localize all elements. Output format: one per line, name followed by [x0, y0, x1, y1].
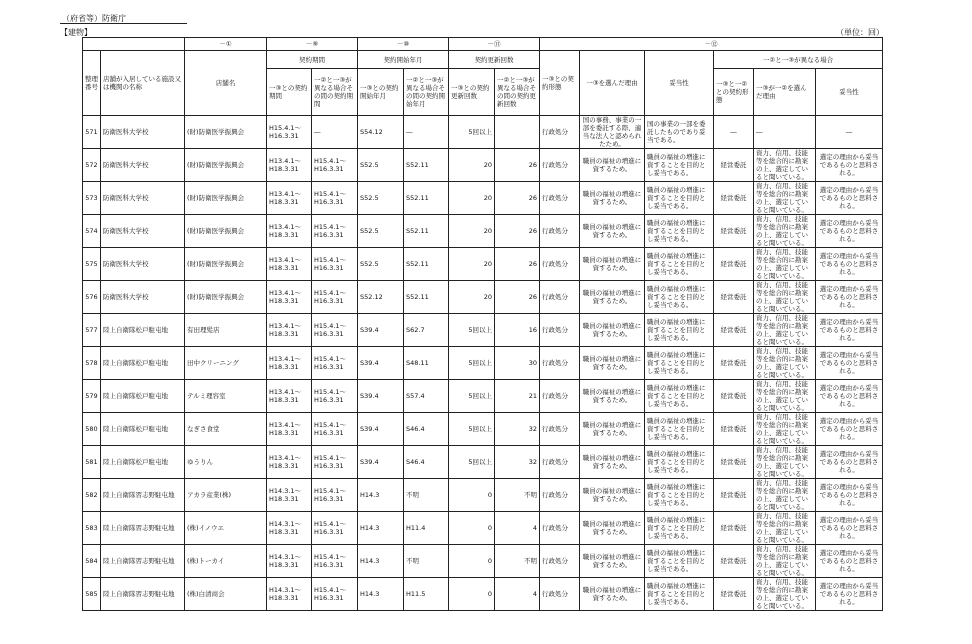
start-diff-cell: S52.11: [404, 215, 449, 248]
form-cell: 行政処分: [540, 116, 580, 149]
table-row: [83, 116, 883, 149]
appropriate2-cell: 選定の理由から妥当であるものと思料される。: [816, 347, 883, 380]
renew-diff-cell: 16: [495, 314, 540, 347]
shop-name-header: 店舗名: [185, 51, 267, 116]
reason-cell: 職員の福祉の増進に資するため。: [580, 479, 645, 512]
renew-diff-cell: 26: [495, 149, 540, 182]
table-row: [83, 248, 883, 281]
reason-cell: 職員の福祉の増進に資するため。: [580, 545, 645, 578]
appropriate-cell: 職員の福祉の増進に資することを目的とし妥当である。: [645, 446, 714, 479]
shop-name-cell: 有田理髪店: [185, 314, 267, 347]
period-cell: H13.4.1～ H18.3.31: [267, 446, 312, 479]
period-diff-cell: H15.4.1～ H16.3.31: [312, 512, 358, 545]
start-diff-cell: S57.4: [404, 380, 449, 413]
appropriate2-cell: 選定の理由から妥当であるものと思料される。: [816, 512, 883, 545]
renew-cell: 0: [449, 512, 495, 545]
renew-cell: 5回以上: [449, 413, 495, 446]
renew-cell: 0: [449, 545, 495, 578]
form-cell: 行政処分: [540, 479, 580, 512]
period-diff-cell: H15.4.1～ H16.3.31: [312, 314, 358, 347]
appropriate-cell: 職員の福祉の増進に資することを目的とし妥当である。: [645, 314, 714, 347]
row-no-cell: 581: [83, 446, 101, 479]
start-cell: H14.3: [358, 512, 404, 545]
table-row: [83, 446, 883, 479]
period-cell: H13.4.1～ H18.3.31: [267, 314, 312, 347]
start-cell: S39.4: [358, 446, 404, 479]
start-diff-cell: 不明: [404, 545, 449, 578]
appropriate2-cell: 選定の理由から妥当であるものと思料される。: [816, 281, 883, 314]
header-row-2: [83, 51, 883, 69]
row-no-cell: 578: [83, 347, 101, 380]
start-diff-cell: S46.4: [404, 446, 449, 479]
row-no-cell: 571: [83, 116, 101, 149]
appropriate-cell: 職員の福祉の増進に資することを目的とし妥当である。: [645, 479, 714, 512]
appropriate-cell: 職員の福祉の増進に資することを目的とし妥当である。: [645, 578, 714, 611]
renew-cell: 5回以上: [449, 314, 495, 347]
appropriate2-cell: 選定の理由から妥当であるものと思料される。: [816, 182, 883, 215]
renew-diff-cell: 21: [495, 380, 540, 413]
start-diff-cell: H11.5: [404, 578, 449, 611]
form2-cell: 経営委託: [714, 281, 754, 314]
appropriate-cell: 職員の福祉の増進に資することを目的とし妥当である。: [645, 380, 714, 413]
reason2-cell: 資力、信用、技能等を総合的に勘案の上、選定していると聞いている。: [754, 347, 816, 380]
form-cell: 行政処分: [540, 413, 580, 446]
col11-header: －⑪: [449, 38, 540, 51]
start-cell: S52.12: [358, 281, 404, 314]
period-diff-cell: H15.4.1～ H16.3.31: [312, 413, 358, 446]
renew-diff-cell: 26: [495, 248, 540, 281]
start-cell: S39.4: [358, 413, 404, 446]
renew-cell: 5回以上: [449, 347, 495, 380]
period-diff-cell: H15.4.1～ H16.3.31: [312, 479, 358, 512]
form-cell: 行政処分: [540, 446, 580, 479]
form2-cell: 経営委託: [714, 380, 754, 413]
reason2-cell: 資力、信用、技能等を総合的に勘案の上、選定していると聞いている。: [754, 413, 816, 446]
form2-cell: 経営委託: [714, 479, 754, 512]
renew-diff-cell: 4: [495, 512, 540, 545]
reason2-cell: 資力、信用、技能等を総合的に勘案の上、選定していると聞いている。: [754, 545, 816, 578]
table-row: [83, 380, 883, 413]
diff-case-header: 一②と一③が異なる場合: [714, 51, 883, 69]
period-diff-cell: H15.4.1～ H16.3.31: [312, 248, 358, 281]
header-row-1: [83, 38, 883, 51]
start-diff-cell: H11.4: [404, 512, 449, 545]
form2-cell: 経営委託: [714, 149, 754, 182]
renew-diff-cell: 32: [495, 446, 540, 479]
form2-header: 一③と一②との契約形態: [714, 69, 754, 116]
form-cell: 行政処分: [540, 347, 580, 380]
start-cell: H14.3: [358, 578, 404, 611]
shop-name-cell: (株)トーカイ: [185, 545, 267, 578]
contract-start-header: 契約開始年月: [358, 51, 449, 69]
reason-cell: 職員の福祉の増進に資するため。: [580, 314, 645, 347]
start-diff-cell: ―: [404, 116, 449, 149]
facility-cell: 陸上自衛隊松戸駐屯地: [101, 314, 185, 347]
facility-cell: 防衛医科大学校: [101, 248, 185, 281]
row-no-cell: 572: [83, 149, 101, 182]
period-cell: H13.4.1～ H18.3.31: [267, 347, 312, 380]
reason2-cell: 資力、信用、技能等を総合的に勘案の上、選定していると聞いている。: [754, 380, 816, 413]
data-table: [82, 37, 883, 611]
facility-cell: 陸上自衛隊松戸駐屯地: [101, 446, 185, 479]
period-cell: H13.4.1～ H18.3.31: [267, 380, 312, 413]
reason2-cell: 資力、信用、技能等を総合的に勘案の上、選定していると聞いている。: [754, 215, 816, 248]
shop-name-cell: テルミ理容室: [185, 380, 267, 413]
period-cell: H13.4.1～ H18.3.31: [267, 182, 312, 215]
appropriate-cell: 国の事業の一部を委託したものであり妥当である。: [645, 116, 714, 149]
reason-cell: 職員の福祉の増進に資するため。: [580, 149, 645, 182]
start-cell: S52.5: [358, 215, 404, 248]
period-header: 一③との契約期間: [267, 69, 312, 116]
col1-header: －①: [185, 38, 267, 51]
reason2-cell: 資力、信用、技能等を総合的に勘案の上、選定していると聞いている。: [754, 446, 816, 479]
form-cell: 行政処分: [540, 512, 580, 545]
period-cell: H13.4.1～ H18.3.31: [267, 281, 312, 314]
table-row: [83, 479, 883, 512]
period-diff-cell: H15.4.1～ H16.3.31: [312, 545, 358, 578]
start-cell: H14.3: [358, 545, 404, 578]
reason2-cell: 資力、信用、技能等を総合的に勘案の上、選定していると聞いている。: [754, 182, 816, 215]
renew-cell: 20: [449, 182, 495, 215]
reason2-cell: 資力、信用、技能等を総合的に勘案の上、選定していると聞いている。: [754, 578, 816, 611]
shop-name-cell: (財)防衛医学振興会: [185, 149, 267, 182]
form2-cell: 経営委託: [714, 512, 754, 545]
renew-diff-cell: 不明: [495, 545, 540, 578]
col9-header: －⑨: [267, 38, 358, 51]
appropriate2-cell: 選定の理由から妥当であるものと思料される。: [816, 380, 883, 413]
row-no-cell: 584: [83, 545, 101, 578]
renew-cell: 5回以上: [449, 380, 495, 413]
form-cell: 行政処分: [540, 578, 580, 611]
period-diff-cell: H15.4.1～ H16.3.31: [312, 182, 358, 215]
facility-cell: 陸上自衛隊習志野駐屯地: [101, 512, 185, 545]
form-cell: 行政処分: [540, 314, 580, 347]
renew-diff-cell: 26: [495, 182, 540, 215]
table-body: [83, 38, 883, 611]
row-no-cell: 585: [83, 578, 101, 611]
renew-header: 一③との契約更新回数: [449, 69, 495, 116]
facility-cell: 陸上自衛隊習志野駐屯地: [101, 578, 185, 611]
renew-cell: 20: [449, 248, 495, 281]
appropriate2-cell: 選定の理由から妥当であるものと思料される。: [816, 446, 883, 479]
facility-cell: 防衛医科大学校: [101, 116, 185, 149]
col10-header: －⑩: [358, 38, 449, 51]
appropriate2-cell: 選定の理由から妥当であるものと思料される。: [816, 578, 883, 611]
renew-cell: 20: [449, 149, 495, 182]
shop-name-cell: (株)白清商会: [185, 578, 267, 611]
start-diff-cell: S52.11: [404, 248, 449, 281]
shop-name-cell: (財)防衛医学振興会: [185, 215, 267, 248]
period-cell: H14.3.1～ H18.3.31: [267, 479, 312, 512]
renew-diff-cell: 26: [495, 281, 540, 314]
start-diff-header: 一②と一③が異なる場合その間の契約開始年月: [404, 69, 449, 116]
facility-cell: 防衛医科大学校: [101, 182, 185, 215]
form2-cell: 経営委託: [714, 215, 754, 248]
form-cell: 行政処分: [540, 281, 580, 314]
period-cell: H14.3.1～ H18.3.31: [267, 545, 312, 578]
row-no-cell: 579: [83, 380, 101, 413]
start-diff-cell: S48.11: [404, 347, 449, 380]
renew-cell: 20: [449, 215, 495, 248]
start-diff-cell: S62.7: [404, 314, 449, 347]
period-diff-cell: ―: [312, 116, 358, 149]
row-no-cell: 573: [83, 182, 101, 215]
agency-label: （府省等）防衛庁: [62, 14, 126, 23]
renew-cell: 5回以上: [449, 446, 495, 479]
facility-cell: 防衛医科大学校: [101, 149, 185, 182]
period-diff-cell: H15.4.1～ H16.3.31: [312, 281, 358, 314]
start-cell: S52.5: [358, 248, 404, 281]
shop-name-cell: なぎさ食堂: [185, 413, 267, 446]
table-row: [83, 545, 883, 578]
agency-underline: [60, 23, 187, 24]
row-no-cell: 574: [83, 215, 101, 248]
appropriate-cell: 職員の福祉の増進に資することを目的とし妥当である。: [645, 545, 714, 578]
appropriate2-header: 妥当性: [816, 69, 883, 116]
reason2-header: 一③が一②を選んだ理由: [754, 69, 816, 116]
renew-diff-cell: 4: [495, 578, 540, 611]
form2-cell: 経営委託: [714, 347, 754, 380]
period-cell: H13.4.1～ H18.3.31: [267, 149, 312, 182]
facility-cell: 陸上自衛隊習志野駐屯地: [101, 545, 185, 578]
form2-cell: 経営委託: [714, 182, 754, 215]
table-row: [83, 512, 883, 545]
appropriate2-cell: 選定の理由から妥当であるものと思料される。: [816, 479, 883, 512]
reason-cell: 職員の福祉の増進に資するため。: [580, 248, 645, 281]
shop-name-cell: 田中クリーニング: [185, 347, 267, 380]
start-cell: H14.3: [358, 479, 404, 512]
form2-cell: 経営委託: [714, 545, 754, 578]
reason2-cell: 資力、信用、技能等を総合的に勘案の上、選定していると聞いている。: [754, 479, 816, 512]
table-row: [83, 578, 883, 611]
appropriate2-cell: 選定の理由から妥当であるものと思料される。: [816, 215, 883, 248]
appropriate-cell: 職員の福祉の増進に資することを目的とし妥当である。: [645, 281, 714, 314]
contract-period-header: 契約期間: [267, 51, 358, 69]
period-cell: H14.3.1～ H18.3.31: [267, 512, 312, 545]
renew-diff-cell: 26: [495, 215, 540, 248]
form-cell: 行政処分: [540, 380, 580, 413]
reason2-cell: 資力、信用、技能等を総合的に勘案の上、選定していると聞いている。: [754, 248, 816, 281]
start-diff-cell: 不明: [404, 479, 449, 512]
reason-cell: 国の事務、事業の一部を委託する際、適当な法人と認められたため。: [580, 116, 645, 149]
form-header: 一③との契約形態: [540, 51, 580, 116]
renew-diff-header: 一②と一③が異なる場合その間の契約更新回数: [495, 69, 540, 116]
reason2-cell: 資力、信用、技能等を総合的に勘案の上、選定していると聞いている。: [754, 512, 816, 545]
row-no-cell: 580: [83, 413, 101, 446]
appropriate-cell: 職員の福祉の増進に資することを目的とし妥当である。: [645, 215, 714, 248]
facility-cell: 陸上自衛隊松戸駐屯地: [101, 413, 185, 446]
form2-cell: 経営委託: [714, 248, 754, 281]
facility-cell: 陸上自衛隊松戸駐屯地: [101, 380, 185, 413]
renew-diff-cell: 不明: [495, 479, 540, 512]
renew-diff-cell: [495, 116, 540, 149]
start-cell: S39.4: [358, 347, 404, 380]
reason2-cell: 資力、信用、技能等を総合的に勘案の上、選定していると聞いている。: [754, 281, 816, 314]
form-cell: 行政処分: [540, 248, 580, 281]
renew-cell: 5回以上: [449, 116, 495, 149]
table-row: [83, 347, 883, 380]
renew-cell: 0: [449, 578, 495, 611]
table-row: [83, 281, 883, 314]
unit-label: （単位：回）: [836, 28, 884, 37]
reason-cell: 職員の福祉の増進に資するため。: [580, 446, 645, 479]
row-no-cell: 583: [83, 512, 101, 545]
reason-cell: 職員の福祉の増進に資するため。: [580, 578, 645, 611]
form2-cell: 経営委託: [714, 314, 754, 347]
facility-cell: 防衛医科大学校: [101, 281, 185, 314]
appropriate2-cell: 選定の理由から妥当であるものと思料される。: [816, 248, 883, 281]
form-cell: 行政処分: [540, 149, 580, 182]
appropriate2-cell: 選定の理由から妥当であるものと思料される。: [816, 413, 883, 446]
appropriate-cell: 職員の福祉の増進に資することを目的とし妥当である。: [645, 149, 714, 182]
renewals-header: 契約更新回数: [449, 51, 540, 69]
row-no-cell: 582: [83, 479, 101, 512]
renew-diff-cell: 32: [495, 413, 540, 446]
reason-cell: 職員の福祉の増進に資するため。: [580, 182, 645, 215]
period-cell: H13.4.1～ H18.3.31: [267, 413, 312, 446]
form2-cell: 経営委託: [714, 578, 754, 611]
header-blank: [83, 38, 185, 51]
form-cell: 行政処分: [540, 215, 580, 248]
shop-name-cell: (財)防衛医学振興会: [185, 182, 267, 215]
form2-cell: ―: [714, 116, 754, 149]
row-no-cell: 576: [83, 281, 101, 314]
shop-name-cell: (財)防衛医学振興会: [185, 281, 267, 314]
table-row: [83, 149, 883, 182]
shop-name-cell: (財)防衛医学振興会: [185, 116, 267, 149]
period-cell: H15.4.1～ H16.3.31: [267, 116, 312, 149]
form2-cell: 経営委託: [714, 413, 754, 446]
facility-cell: 陸上自衛隊松戸駐屯地: [101, 347, 185, 380]
facility-header: 店舗が入居している施設又は機関の名称: [101, 51, 185, 116]
shop-name-cell: (株)イノウエ: [185, 512, 267, 545]
reason2-cell: 資力、信用、技能等を総合的に勘案の上、選定していると聞いている。: [754, 149, 816, 182]
appropriate-cell: 職員の福祉の増進に資することを目的とし妥当である。: [645, 182, 714, 215]
form2-cell: 経営委託: [714, 446, 754, 479]
renew-cell: 20: [449, 281, 495, 314]
reason-cell: 職員の福祉の増進に資するため。: [580, 512, 645, 545]
start-cell: S54.12: [358, 116, 404, 149]
appropriate2-cell: 選定の理由から妥当であるものと思料される。: [816, 314, 883, 347]
form-cell: 行政処分: [540, 545, 580, 578]
facility-cell: 陸上自衛隊習志野駐屯地: [101, 479, 185, 512]
appropriate-cell: 職員の福祉の増進に資することを目的とし妥当である。: [645, 512, 714, 545]
period-diff-cell: H15.4.1～ H16.3.31: [312, 347, 358, 380]
reason-cell: 職員の福祉の増進に資するため。: [580, 380, 645, 413]
facility-cell: 防衛医科大学校: [101, 215, 185, 248]
start-diff-cell: S52.11: [404, 182, 449, 215]
row-no-cell: 575: [83, 248, 101, 281]
period-diff-cell: H15.4.1～ H16.3.31: [312, 578, 358, 611]
appropriate-cell: 職員の福祉の増進に資することを目的とし妥当である。: [645, 347, 714, 380]
appropriate-cell: 職員の福祉の増進に資することを目的とし妥当である。: [645, 248, 714, 281]
period-diff-cell: H15.4.1～ H16.3.31: [312, 380, 358, 413]
start-cell: S52.5: [358, 182, 404, 215]
reason-cell: 職員の福祉の増進に資するため。: [580, 215, 645, 248]
appropriate2-cell: 選定の理由から妥当であるものと思料される。: [816, 149, 883, 182]
reason-cell: 職員の福祉の増進に資するため。: [580, 413, 645, 446]
start-header: 一③との契約開始年月: [358, 69, 404, 116]
start-cell: S39.4: [358, 314, 404, 347]
reason2-cell: 資力、信用、技能等を総合的に勘案の上、選定していると聞いている。: [754, 314, 816, 347]
period-cell: H13.4.1～ H18.3.31: [267, 215, 312, 248]
section-label: 【建物】: [60, 28, 92, 37]
renew-cell: 0: [449, 479, 495, 512]
period-diff-header: 一②と一③が異なる場合その間の契約期間: [312, 69, 358, 116]
period-diff-cell: H15.4.1～ H16.3.31: [312, 446, 358, 479]
table-row: [83, 413, 883, 446]
reason-header: 一③を選んだ理由: [580, 51, 645, 116]
renew-diff-cell: 30: [495, 347, 540, 380]
start-diff-cell: S52.11: [404, 281, 449, 314]
shop-name-cell: ゆうりん: [185, 446, 267, 479]
period-cell: H14.3.1～ H18.3.31: [267, 578, 312, 611]
shop-name-cell: (財)防衛医学振興会: [185, 248, 267, 281]
appropriate2-cell: ―: [816, 116, 883, 149]
period-cell: H13.4.1～ H18.3.31: [267, 248, 312, 281]
appropriate-header: 妥当性: [645, 51, 714, 116]
reason-cell: 職員の福祉の増進に資するため。: [580, 347, 645, 380]
reason2-cell: ―: [754, 116, 816, 149]
start-cell: S52.5: [358, 149, 404, 182]
period-diff-cell: H15.4.1～ H16.3.31: [312, 215, 358, 248]
form-cell: 行政処分: [540, 182, 580, 215]
row-no-cell: 577: [83, 314, 101, 347]
start-cell: S39.4: [358, 380, 404, 413]
row-no-header: 整理番号: [83, 51, 101, 116]
period-diff-cell: H15.4.1～ H16.3.31: [312, 149, 358, 182]
appropriate-cell: 職員の福祉の増進に資することを目的とし妥当である。: [645, 413, 714, 446]
start-diff-cell: S46.4: [404, 413, 449, 446]
table-row: [83, 215, 883, 248]
col12-header: －⑫: [540, 38, 883, 51]
table-row: [83, 182, 883, 215]
start-diff-cell: S52.11: [404, 149, 449, 182]
appropriate2-cell: 選定の理由から妥当であるものと思料される。: [816, 545, 883, 578]
table-row: [83, 314, 883, 347]
shop-name-cell: アカラ産業(株): [185, 479, 267, 512]
reason-cell: 職員の福祉の増進に資するため。: [580, 281, 645, 314]
